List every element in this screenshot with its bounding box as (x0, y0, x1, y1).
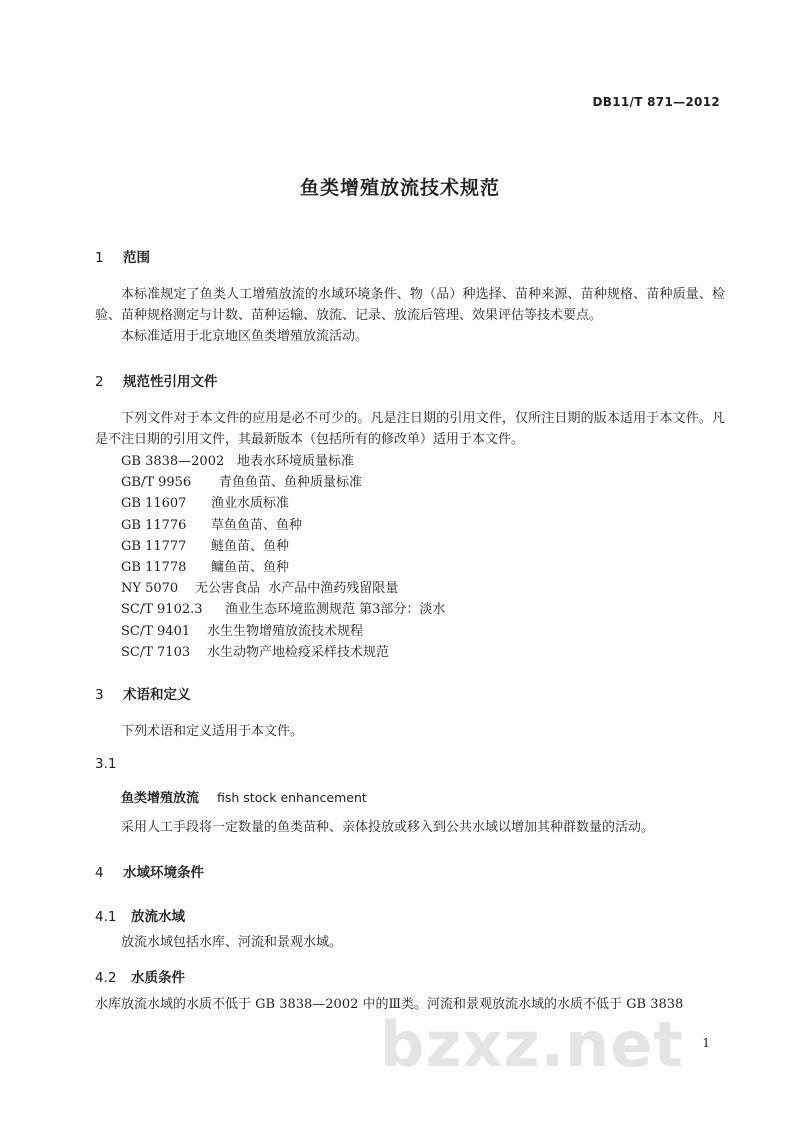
subsection-4-2-text: 水库放流水域的水质不低于 GB 3838—2002 中的Ⅲ类。河流和景观放流水域的水质不低于 GB 3838 (95, 997, 684, 1012)
subsection-4-2-heading (95, 966, 185, 986)
reference-title: 草鱼鱼苗、鱼种 (211, 517, 303, 533)
reference-title: 水生生物增殖放流技术规程 (207, 623, 364, 639)
reference-title: 水生动物产地检疫采样技术规范 (207, 644, 390, 660)
section-4-heading (95, 861, 204, 881)
reference-code: GB 11778 (121, 560, 187, 576)
reference-item (121, 642, 445, 663)
reference-code: GB 11777 (121, 538, 187, 554)
section-number: 2 (95, 374, 104, 390)
reference-item (121, 536, 445, 557)
subsection-4-1-heading (95, 905, 185, 925)
section-1-heading (95, 246, 150, 266)
section-title: 规范性引用文件 (123, 374, 218, 390)
term-chinese: 鱼类增殖放流 (121, 791, 200, 806)
section-1-paragraph-1: 本标准规定了鱼类人工增殖放流的水域环境条件、物（品）种选择、苗种来源、苗种规格、苗种质量、检验、苗种规格测定与计数、苗种运输、放流、记录、放流后管理、效果评估等技术要点。 (95, 287, 725, 323)
reference-title: 鲢鱼苗、鱼种 (211, 538, 290, 554)
reference-item (121, 557, 445, 578)
section-2-paragraph-1: 下列文件对于本文件的应用是必不可少的。凡是注日期的引用文件，仅所注日期的版本适用于本文件。凡是不注日期的引用文件，其最新版本（包括所有的修改单）适用于本文件。 (95, 411, 725, 447)
reference-item (121, 493, 445, 514)
section-number: 3 (95, 687, 104, 703)
section-title: 术语和定义 (123, 687, 191, 703)
subsection-3-1-number: 3.1 (95, 756, 117, 772)
term-english: fish stock enhancement (217, 790, 367, 805)
term-definition: 采用人工手段将一定数量的鱼类苗种、亲体投放或移入到公共水域以增加其种群数量的活动。 (121, 820, 655, 835)
reference-code: GB 11776 (121, 517, 187, 533)
term-entry (121, 787, 367, 806)
subsection-4-1-text: 放流水域包括水库、河流和景观水域。 (121, 935, 343, 950)
reference-item (121, 578, 445, 599)
reference-code: GB/T 9956 (121, 475, 192, 491)
reference-item (121, 451, 445, 472)
reference-code: SC/T 9401 (121, 623, 191, 639)
section-3-paragraph-1: 下列术语和定义适用于本文件。 (121, 724, 304, 739)
subsection-number: 4.2 (95, 970, 117, 986)
reference-code: NY 5070 (121, 581, 179, 597)
subsection-title: 放流水域 (131, 909, 185, 925)
reference-title: 青鱼鱼苗、鱼种质量标准 (219, 475, 363, 491)
document-title: 鱼类增殖放流技术规范 (299, 177, 500, 199)
reference-title: 鳙鱼苗、鱼种 (211, 560, 290, 576)
section-title: 范围 (123, 250, 150, 266)
reference-title: 渔业水质标准 (211, 496, 290, 512)
reference-item (121, 599, 445, 620)
reference-code: GB 3838—2002 (121, 454, 225, 469)
reference-code: GB 11607 (121, 496, 187, 512)
section-1-paragraph-2: 本标准适用于北京地区鱼类增殖放流活动。 (121, 329, 369, 344)
reference-item (121, 621, 445, 642)
section-title: 水域环境条件 (123, 865, 204, 881)
standard-code: DB11/T 871—2012 (592, 95, 720, 109)
watermark: bzxz.net (380, 1008, 684, 1081)
reference-list (121, 451, 445, 663)
section-number: 4 (95, 865, 104, 881)
section-3-heading (95, 683, 191, 703)
page-number: 1 (702, 1036, 710, 1050)
reference-title: 渔业生态环境监测规范 第3部分：淡水 (225, 602, 446, 618)
reference-title: 无公害食品 水产品中渔药残留限量 (195, 581, 399, 597)
reference-code: SC/T 7103 (121, 644, 191, 660)
section-number: 1 (95, 250, 104, 266)
reference-code: SC/T 9102.3 (121, 602, 203, 618)
reference-title: 地表水环境质量标准 (237, 454, 355, 469)
reference-item (121, 515, 445, 536)
subsection-number: 4.1 (95, 909, 117, 925)
section-2-heading (95, 370, 218, 390)
subsection-title: 水质条件 (131, 970, 185, 986)
reference-item (121, 472, 445, 493)
